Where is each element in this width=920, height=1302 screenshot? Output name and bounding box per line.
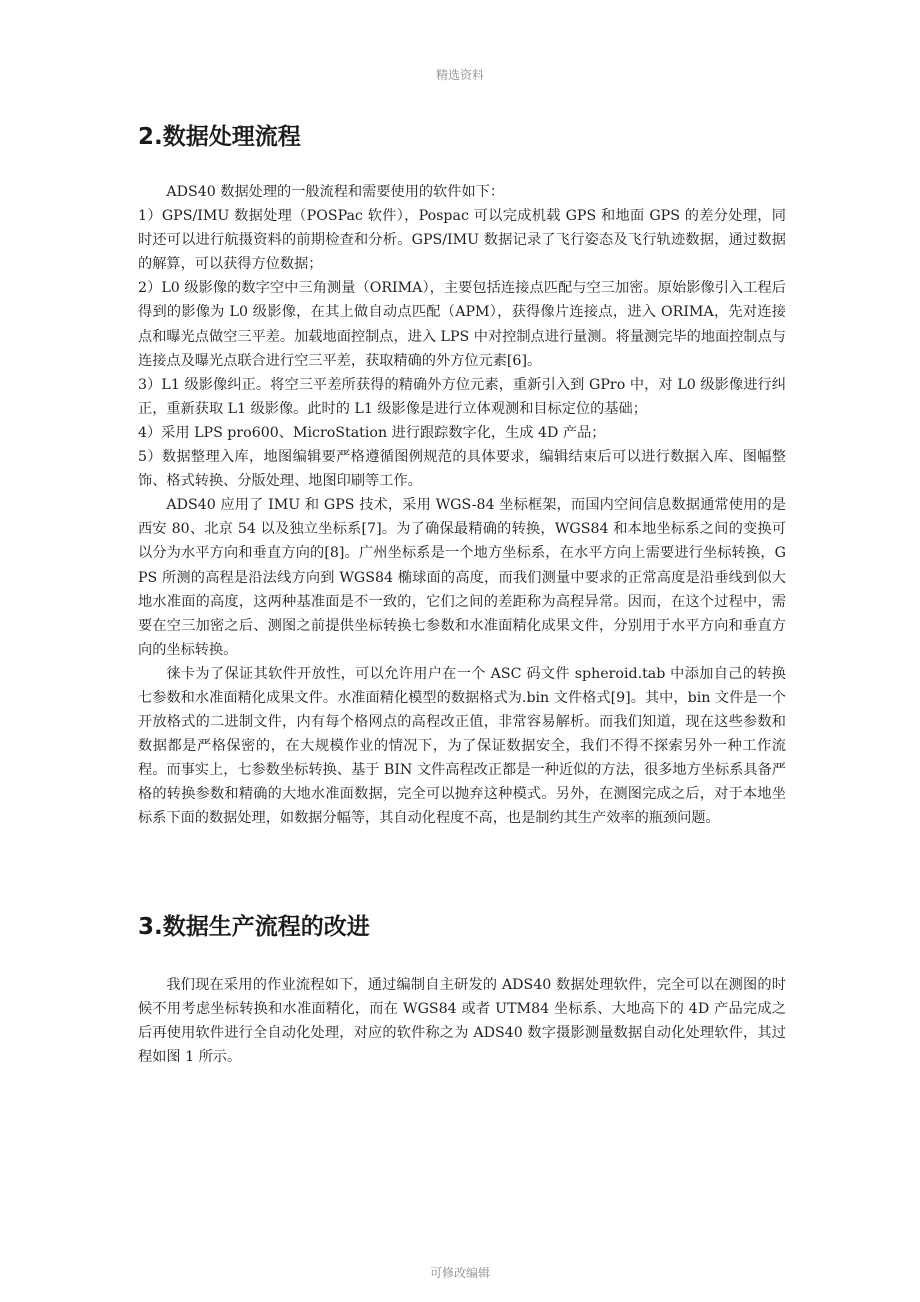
paragraph: 2）L0 级影像的数字空中三角测量（ORIMA），主要包括连接点匹配与空三加密。原始影像引入工程后得到的影像为 L0 级影像，在其上做自动点匹配（APM），获得像片连接点，进入 ORIMA，先对连接点和曝光点做空三平差。加载地面控制点，进入 LPS 中对控制点进行量测。将量测完毕的地面控制点与连接点及曝光点联合进行空三平差，获取精确的外方位元素[6]。: [138, 280, 786, 369]
paragraph: ADS40 数据处理的一般流程和需要使用的软件如下：: [166, 184, 505, 200]
paragraph: 5）数据整理入库，地图编辑要严格遵循图例规范的具体要求，编辑结束后可以进行数据入库、图幅整饰、格式转换、分版处理、地图印刷等工作。: [138, 449, 786, 490]
section-3-body: [138, 973, 786, 1069]
section-3-heading: 3.数据生产流程的改进: [138, 914, 370, 940]
paragraph: 4）采用 LPS pro600、MicroStation 进行跟踪数字化，生成 4D 产品；: [138, 424, 606, 441]
page-header: 精选资料: [435, 68, 484, 82]
paragraph: 我们现在采用的作业流程如下，通过编制自主研发的 ADS40 数据处理软件，完全可以在测图的时候不用考虑坐标转换和水准面精化，而在 WGS84 或者 UTM84 坐标系、大地高下的 4D 产品完成之后再使用软件进行全自动化处理，对应的软件称之为 ADS40 数字摄影测量数据自动化处理软件，其过程如图 1 所示。: [138, 977, 786, 1066]
paragraph: 3）L1 级影像纠正。将空三平差所获得的精确外方位元素，重新引入到 GPro 中，对 L0 级影像进行纠正，重新获取 L1 级影像。此时的 L1 级影像是进行立体观测和目标定位的基础；: [138, 376, 786, 417]
paragraph: ADS40 应用了 IMU 和 GPS 技术，采用 WGS-84 坐标框架，而国内空间信息数据通常使用的是西安 80、北京 54 以及独立坐标系[7]。为了确保最精确的转换，WGS84 和本地坐标系之间的变换可以分为水平方向和垂直方向的[8]。广州坐标系是一个地方坐标系，在水平方向上需要进行坐标转换，GPS 所测的高程是沿法线方向到 WGS84 椭球面的高度，而我们测量中要求的正常高度是沿垂线到似大地水准面的高度，这两种基准面是不一致的，它们之间的差距称为高程异常。因而，在这个过程中，需要在空三加密之后、测图之前提供坐标转换七参数和水准面精化成果文件，分别用于水平方向和垂直方向的坐标转换。: [138, 497, 786, 658]
paragraph: 1）GPS/IMU 数据处理（POSPac 软件），Pospac 可以完成机载 GPS 和地面 GPS 的差分处理，同时还可以进行航摄资料的前期检查和分析。GPS/IMU 数据记录了飞行姿态及飞行轨迹数据，通过数据的解算，可以获得方位数据；: [138, 208, 786, 273]
page-footer: 可修改编辑: [429, 1266, 490, 1280]
section-2-heading: 2.数据处理流程: [138, 124, 301, 150]
paragraph: 徕卡为了保证其软件开放性，可以允许用户在一个 ASC 码文件 spheroid.tab 中添加自己的转换七参数和水准面精化成果文件。水准面精化模型的数据格式为.bin 文件格式[9]。其中，bin 文件是一个开放格式的二进制文件，内有每个格网点的高程改正值，非常容易解析。而我们知道，现在这些参数和数据都是严格保密的，在大规模作业的情况下，为了保证数据安全，我们不得不探索另外一种工作流程。而事实上，七参数坐标转换、基于 BIN 文件高程改正都是一种近似的方法，很多地方坐标系具备严格的转换参数和精确的大地水准面数据，完全可以抛弃这种模式。另外，在测图完成之后，对于本地坐标系下面的数据处理，如数据分幅等，其自动化程度不高，也是制约其生产效率的瓶颈问题。: [138, 665, 786, 827]
section-2-body: [138, 180, 786, 831]
